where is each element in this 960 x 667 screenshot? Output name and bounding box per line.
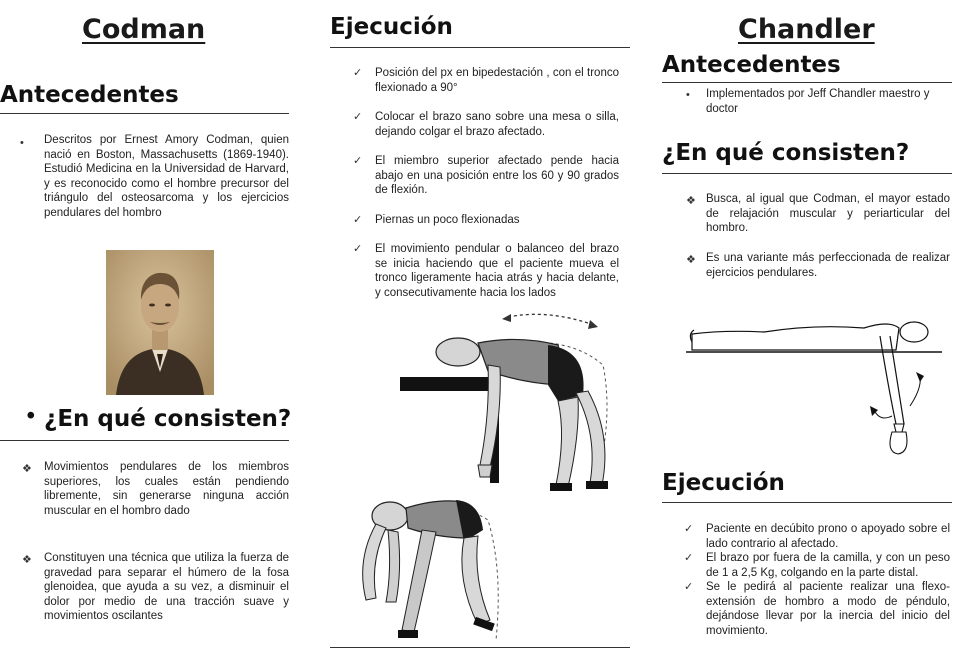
codman-antecedentes-heading: Antecedentes: [0, 82, 179, 108]
chandler-antecedentes-text: Implementados por Jeff Chandler maestro y doctor: [706, 88, 930, 115]
check-icon: ✓: [353, 67, 363, 79]
codman-exercise-bent-illustration: [328, 480, 528, 650]
list-item: ✓ Posición del px en bipedestación , con el tronco flexionado a 90°: [353, 67, 619, 94]
divider: [0, 113, 289, 114]
list-item: ✓ Colocar el brazo sano sobre una mesa o silla, dejando colgar el brazo afectado.: [353, 111, 619, 138]
check-icon: ✓: [353, 155, 363, 167]
divider: [662, 82, 952, 83]
chandler-antecedentes-heading: Antecedentes: [662, 52, 841, 78]
divider: [0, 440, 289, 441]
bullet-dot: •: [24, 404, 38, 430]
list-item: ✓ El movimiento pendular o balanceo del brazo se inicia haciendo que el paciente mueva el tronco ligeramente hacia atrás y hacia delante, y consecutivamente hacia los lados: [353, 243, 619, 299]
chandler-ejecucion-heading: Ejecución: [662, 470, 785, 496]
check-icon: ✓: [353, 111, 363, 123]
codman-consisten-heading: ¿En qué consisten?: [44, 406, 292, 432]
list-item: ✓ El miembro superior afectado pende hacia abajo en una posición entre los 60 y 90 grados de flexión.: [353, 155, 619, 196]
list-item: ✓ Se le pedirá al paciente realizar una flexo-extensión de hombro a modo de péndulo, dejándose llevar por la inercia del inicio del movimiento.: [684, 581, 950, 637]
ejecucion-list: [353, 66, 619, 300]
list-item: ✓ El brazo por fuera de la camilla, y con un peso de 1 a 2,5 Kg, colgando en la parte distal.: [684, 552, 950, 579]
codman-antecedentes-text: Descritos por Ernest Amory Codman, quien nació en Boston, Massachusetts (1869-1940). Estudió Medicina en la Universidad de Harvard, y es reconocido como el hombre precursor del triángulo del osteosarcoma y los ejercicios pendulares del hombro: [44, 134, 289, 219]
chandler-column: [656, 0, 960, 667]
chandler-ejecucion-list: [684, 522, 950, 638]
diamond-bullet-icon: ❖: [686, 195, 696, 207]
diamond-bullet-icon: ❖: [22, 463, 32, 475]
diamond-bullet-icon: ❖: [22, 554, 32, 566]
divider: [330, 47, 630, 48]
diamond-bullet-icon: ❖: [686, 254, 696, 266]
list-item: ✓ Piernas un poco flexionadas: [353, 213, 520, 226]
codman-portrait-image: [106, 250, 214, 395]
check-icon: ✓: [353, 213, 363, 226]
chandler-title: Chandler: [738, 14, 875, 45]
divider: [330, 647, 630, 648]
check-icon: ✓: [684, 523, 694, 535]
codman-column: [0, 0, 300, 667]
codman-consisten-item: Movimientos pendulares de los miembros superiores, los cuales están pendiendo libremente, sin generarse ninguna acción muscular en el hombro dado: [44, 461, 289, 517]
codman-title: Codman: [82, 14, 206, 45]
check-icon: ✓: [684, 552, 694, 564]
codman-consisten-item: Constituyen una técnica que utiliza la fuerza de gravedad para separar el húmero de la fosa glenoidea, que ayuda a su vez, a disminuir el dolor por medio de una tracción suave y movimientos oscilantes: [44, 552, 289, 622]
chandler-prone-illustration: [684, 306, 946, 476]
ejecucion-heading: Ejecución: [330, 14, 453, 40]
chandler-consisten-item: Es una variante más perfeccionada de realizar ejercicios pendulares.: [706, 252, 950, 279]
chandler-consisten-heading: ¿En qué consisten?: [662, 140, 910, 166]
bullet-dot: •: [686, 89, 690, 101]
codman-exercise-table-illustration: [398, 305, 618, 505]
list-item: ✓ Paciente en decúbito prono o apoyado sobre el lado contrario al afectado.: [684, 523, 950, 550]
divider: [662, 502, 952, 503]
ejecucion-codman-column: [318, 0, 630, 667]
check-icon: ✓: [684, 581, 694, 593]
divider: [662, 173, 952, 174]
bullet-dot: •: [20, 137, 24, 149]
check-icon: ✓: [353, 243, 363, 255]
chandler-consisten-item: Busca, al igual que Codman, el mayor estado de relajación muscular y periarticular del hombro.: [706, 193, 950, 234]
